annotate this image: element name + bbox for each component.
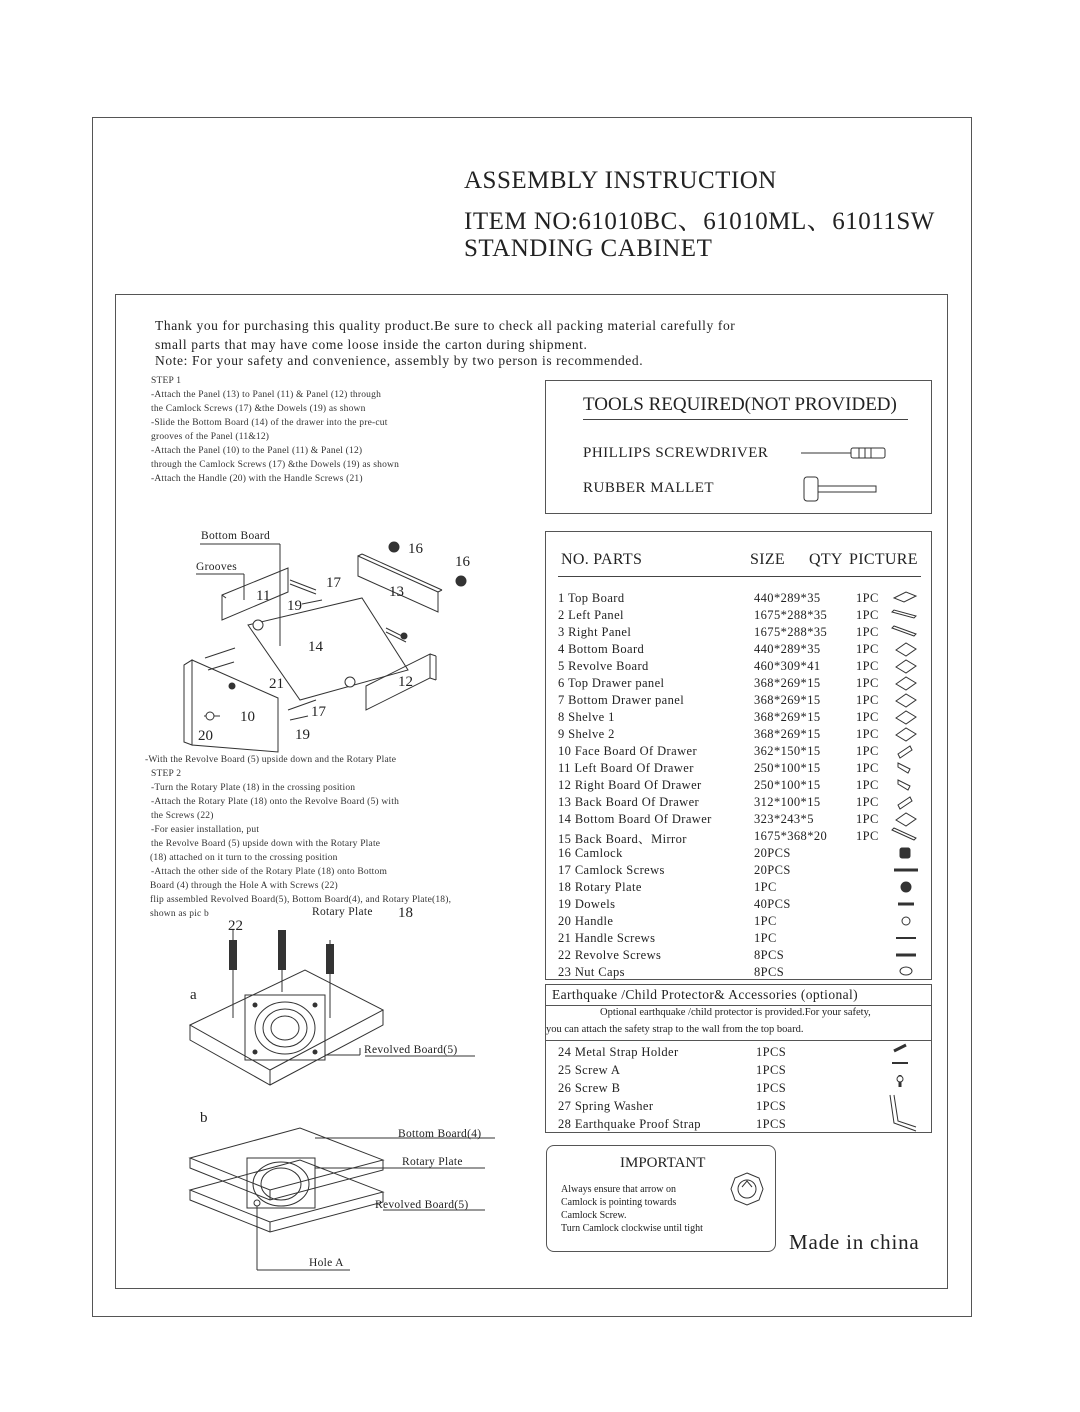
part-qty: 1PC (856, 778, 879, 792)
table-row (558, 897, 938, 914)
part-size: 1675*288*35 (754, 608, 828, 622)
step2-line: -With the Revolve Board (5) upside down and the Rotary Plate (145, 755, 397, 765)
table-row (558, 880, 938, 897)
camlock-arrow-icon (729, 1171, 765, 1207)
part-size: 440*289*35 (754, 591, 821, 605)
part-number-11: 11 (256, 588, 271, 604)
accessory-qty: 1PCS (756, 1045, 787, 1059)
part-name: 9 Shelve 2 (558, 727, 615, 741)
step1-line: -Attach the Handle (20) with the Handle Screws (21) (151, 474, 363, 484)
part-name: 22 Revolve Screws (558, 948, 662, 962)
label-hole-a: Hole A (309, 1257, 344, 1269)
item-number: ITEM NO:61010BC、61010ML、61011SW (464, 208, 935, 235)
accessory-name: 28 Earthquake Proof Strap (558, 1117, 701, 1131)
table-row (558, 795, 938, 812)
step2-line: flip assembled Revolved Board(5), Bottom Board(4), and Rotary Plate(18), (150, 895, 452, 905)
step1-line: -Attach the Panel (10) to the Panel (11) & Panel (12) (151, 446, 363, 456)
label-grooves: Grooves (196, 561, 238, 573)
panel-icon (898, 746, 912, 758)
step2-line: -Attach the Rotary Plate (18) onto the Revolve Board (5) with (151, 797, 400, 807)
label-revolved-board: Revolved Board(5) (364, 1044, 458, 1056)
part-name: 2 Left Panel (558, 608, 624, 622)
part-size: 323*243*5 (754, 812, 814, 826)
panel-icon (896, 694, 916, 707)
tools-title: TOOLS REQUIRED(NOT PROVIDED) (583, 394, 897, 415)
figure-label-b: b (200, 1110, 208, 1126)
part-name: 13 Back Board Of Drawer (558, 795, 700, 809)
accessory-qty: 1PCS (756, 1081, 787, 1095)
made-in-label: Made in china (789, 1230, 920, 1254)
part-qty: 1PC (856, 761, 879, 775)
part-size: 20PCS (754, 846, 791, 860)
table-row (558, 914, 938, 931)
part-number-18: 18 (398, 905, 413, 921)
step2-line: STEP 2 (151, 769, 182, 779)
accessory-name: 25 Screw A (558, 1063, 621, 1077)
step1-line: the Camlock Screws (17) &the Dowels (19) as shown (151, 404, 366, 414)
table-row (558, 965, 938, 982)
part-name: 21 Handle Screws (558, 931, 656, 945)
part-size: 250*100*15 (754, 778, 821, 792)
important-box (546, 1145, 776, 1252)
important-line: Camlock Screw. (561, 1210, 627, 1221)
rotary-plate-icon (901, 882, 911, 892)
tools-title-underline (583, 419, 908, 420)
parts-table (558, 591, 938, 981)
table-row (558, 1045, 938, 1063)
important-line: Always ensure that arrow on (561, 1184, 676, 1195)
important-text (561, 1184, 703, 1236)
parts-header-underline (558, 576, 921, 577)
part-name: 19 Dowels (558, 897, 616, 911)
table-row (558, 642, 938, 659)
part-number-17: 17 (326, 575, 341, 591)
part-number-10: 10 (240, 709, 255, 725)
document-title: ASSEMBLY INSTRUCTION (464, 167, 777, 194)
part-name: 3 Right Panel (558, 625, 632, 639)
step1-line: through the Camlock Screws (17) &the Dowels (19) as shown (151, 460, 400, 470)
important-line: Camlock is pointing towards (561, 1197, 677, 1208)
table-row (558, 744, 938, 761)
table-row (558, 727, 938, 744)
part-name: 12 Right Board Of Drawer (558, 778, 702, 792)
panel-icon (896, 813, 916, 826)
panel-icon (892, 828, 916, 840)
part-name: 14 Bottom Board Of Drawer (558, 812, 712, 826)
step2-line: -Turn the Rotary Plate (18) in the crossing position (151, 783, 356, 793)
accessory-qty: 1PCS (756, 1099, 787, 1113)
part-name: 15 Back Board、Mirror (558, 832, 687, 846)
table-row (558, 659, 938, 676)
panel-icon (898, 797, 912, 809)
label-bottom-board-b: Bottom Board(4) (398, 1128, 482, 1140)
part-number-14: 14 (308, 639, 323, 655)
label-bottom-board: Bottom Board (201, 530, 271, 542)
part-name: 5 Revolve Board (558, 659, 649, 673)
panel-icon (896, 660, 916, 673)
part-qty: 1PC (856, 591, 879, 605)
part-number-17: 17 (311, 704, 326, 720)
accessories-note-2: you can attach the safety strap to the wall from the top board. (546, 1024, 804, 1035)
part-size: 368*269*15 (754, 676, 821, 690)
part-number-19: 19 (295, 727, 310, 743)
part-qty: 1PC (856, 744, 879, 758)
part-name: 16 Camlock (558, 846, 623, 860)
step1-line: -Attach the Panel (13) to Panel (11) & Panel (12) through (151, 390, 382, 400)
part-name: 18 Rotary Plate (558, 880, 642, 894)
table-row (558, 710, 938, 727)
table-row (558, 1117, 938, 1135)
accessories-title: Earthquake /Child Protector& Accessories (optional) (552, 987, 859, 1002)
part-qty: 1PC (856, 693, 879, 707)
panel-icon (894, 592, 916, 602)
tool-mallet: RUBBER MALLET (583, 480, 715, 496)
step2-text (145, 755, 451, 923)
accessories-note-1: Optional earthquake /child protector is provided.For your safety, (600, 1007, 871, 1018)
accessory-qty: 1PCS (756, 1117, 787, 1131)
accessories-divider (546, 1040, 931, 1041)
table-row (558, 761, 938, 778)
header-size: SIZE (750, 551, 785, 568)
table-row (558, 931, 938, 948)
table-row (558, 948, 938, 965)
panel-icon (898, 780, 910, 790)
table-row (558, 693, 938, 710)
step1-line: STEP 1 (151, 376, 182, 386)
table-row (558, 1081, 938, 1099)
table-row (558, 591, 938, 608)
intro-line-2: small parts that may have come loose inside the carton during shipment. (155, 337, 588, 352)
table-row (558, 863, 938, 880)
panel-icon (896, 711, 916, 724)
part-qty: 1PC (856, 829, 879, 843)
part-size: 368*269*15 (754, 693, 821, 707)
step2-line: the Revolve Board (5) upside down with the Rotary Plate (151, 839, 381, 849)
part-name: 10 Face Board Of Drawer (558, 744, 698, 758)
screwdriver-icon (801, 445, 891, 461)
part-qty: 1PC (856, 659, 879, 673)
part-name: 20 Handle (558, 914, 614, 928)
header-qty: QTY (809, 551, 843, 568)
header-no-parts: NO. PARTS (561, 551, 643, 568)
part-qty: 1PC (856, 642, 879, 656)
label-revolved-board-b: Revolved Board(5) (375, 1199, 469, 1211)
part-qty: 1PC (856, 625, 879, 639)
rotary-plate-diagram-a (185, 930, 485, 1095)
table-row (558, 812, 938, 829)
part-size: 312*100*15 (754, 795, 821, 809)
parts-picture-column (890, 590, 922, 976)
part-number-21: 21 (269, 676, 284, 692)
part-size: 362*150*15 (754, 744, 821, 758)
part-name: 17 Camlock Screws (558, 863, 665, 877)
part-size: 8PCS (754, 948, 785, 962)
intro-note: Note: For your safety and convenience, assembly by two person is recommended. (155, 353, 644, 368)
handle-icon (902, 917, 910, 925)
table-row (558, 608, 938, 625)
figure-label-a: a (190, 987, 197, 1003)
intro-line-1: Thank you for purchasing this quality product.Be sure to check all packing material carefully for (155, 318, 736, 333)
table-row (558, 829, 938, 846)
part-size: 20PCS (754, 863, 791, 877)
step2-line: shown as pic b (150, 909, 210, 919)
panel-icon (896, 643, 916, 656)
part-name: 1 Top Board (558, 591, 625, 605)
step1-line: grooves of the Panel (11&12) (151, 432, 270, 442)
step1-text (151, 376, 399, 488)
part-size: 8PCS (754, 965, 785, 979)
part-number-16: 16 (408, 541, 423, 557)
part-name: 23 Nut Caps (558, 965, 625, 979)
part-number-19: 19 (287, 598, 302, 614)
accessories-picture-column (886, 1043, 926, 1133)
accessory-qty: 1PCS (756, 1063, 787, 1077)
part-qty: 1PC (856, 795, 879, 809)
panel-icon (896, 677, 916, 690)
accessory-name: 24 Metal Strap Holder (558, 1045, 679, 1059)
step2-line: the Screws (22) (151, 811, 214, 821)
part-size: 40PCS (754, 897, 791, 911)
table-row (558, 676, 938, 693)
part-qty: 1PC (856, 676, 879, 690)
panel-icon (898, 763, 910, 773)
part-number-22: 22 (228, 918, 243, 934)
parts-list-box (545, 531, 932, 980)
part-qty: 1PC (856, 727, 879, 741)
mallet-icon (802, 475, 882, 503)
part-size: 1PC (754, 914, 777, 928)
step2-line: -Attach the other side of the Rotary Plate (18) onto Bottom (151, 867, 388, 877)
part-size: 460*309*41 (754, 659, 821, 673)
header-picture: PICTURE (849, 551, 918, 568)
accessory-name: 26 Screw B (558, 1081, 621, 1095)
part-size: 1PC (754, 880, 777, 894)
part-qty: 1PC (856, 710, 879, 724)
spring-washer-icon (897, 1076, 903, 1082)
label-rotary-plate: Rotary Plate (312, 906, 373, 918)
step2-line: (18) attached on it turn to the crossing position (150, 853, 338, 863)
part-number-13: 13 (389, 584, 404, 600)
part-size: 440*289*35 (754, 642, 821, 656)
part-qty: 1PC (856, 812, 879, 826)
table-row (558, 625, 938, 642)
part-size: 250*100*15 (754, 761, 821, 775)
label-rotary-plate-b: Rotary Plate (402, 1156, 463, 1168)
important-title: IMPORTANT (620, 1155, 706, 1171)
step1-line: -Slide the Bottom Board (14) of the drawer into the pre-cut (151, 418, 388, 428)
part-size: 368*269*15 (754, 727, 821, 741)
accessories-table (558, 1045, 938, 1135)
panel-icon (892, 626, 916, 636)
tool-screwdriver: PHILLIPS SCREWDRIVER (583, 445, 769, 461)
part-size: 1675*368*20 (754, 829, 828, 843)
tools-box (545, 380, 932, 514)
part-name: 7 Bottom Drawer panel (558, 693, 685, 707)
part-number-20: 20 (198, 728, 213, 744)
nut-cap-icon (900, 967, 912, 975)
important-line: Turn Camlock clockwise until tight (561, 1223, 703, 1234)
table-row (558, 1063, 938, 1081)
accessories-divider (546, 1005, 931, 1006)
accessory-name: 27 Spring Washer (558, 1099, 654, 1113)
table-row (558, 1099, 938, 1117)
strap-holder-icon (894, 1045, 906, 1051)
part-name: 6 Top Drawer panel (558, 676, 665, 690)
part-number-12: 12 (398, 674, 413, 690)
accessories-box (545, 984, 932, 1133)
part-name: 11 Left Board Of Drawer (558, 761, 694, 775)
part-size: 1PC (754, 931, 777, 945)
part-qty: 1PC (856, 608, 879, 622)
product-name: STANDING CABINET (464, 235, 713, 262)
part-size: 1675*288*35 (754, 625, 828, 639)
step2-line: -For easier installation, put (151, 825, 260, 835)
part-number-16: 16 (455, 554, 470, 570)
part-name: 4 Bottom Board (558, 642, 645, 656)
camlock-icon (900, 848, 910, 858)
part-size: 368*269*15 (754, 710, 821, 724)
panel-icon (896, 728, 916, 741)
step2-line: Board (4) through the Hole A with Screws (22) (150, 881, 338, 891)
table-row (558, 778, 938, 795)
part-name: 8 Shelve 1 (558, 710, 615, 724)
table-row (558, 846, 938, 863)
panel-icon (892, 610, 916, 618)
